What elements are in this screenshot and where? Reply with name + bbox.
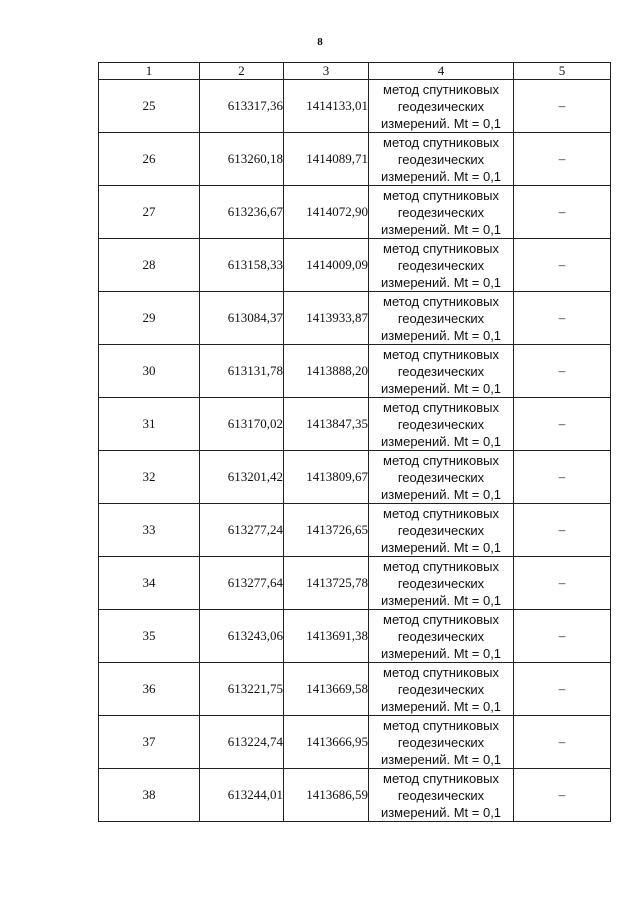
point-number-cell: 33 xyxy=(99,504,200,557)
method-cell xyxy=(369,239,514,292)
coordinate-y-cell: 1413888,20 xyxy=(284,345,369,398)
coordinate-y-cell: 1413725,78 xyxy=(284,557,369,610)
table-row xyxy=(99,80,611,133)
method-cell xyxy=(369,504,514,557)
method-line-1: метод спутниковых xyxy=(383,134,499,150)
method-cell xyxy=(369,186,514,239)
point-number-cell: 31 xyxy=(99,398,200,451)
column-header-2: 2 xyxy=(200,63,284,80)
coordinate-y-cell: 1414072,90 xyxy=(284,186,369,239)
table-row xyxy=(99,133,611,186)
point-number-cell: 38 xyxy=(99,769,200,822)
method-cell xyxy=(369,716,514,769)
method-line-1: метод спутниковых xyxy=(383,558,499,574)
coordinate-x-cell: 613243,06 xyxy=(200,610,284,663)
table-row xyxy=(99,186,611,239)
note-cell: – xyxy=(514,80,611,133)
point-number-cell: 28 xyxy=(99,239,200,292)
method-line-1: метод спутниковых xyxy=(383,664,499,680)
coordinate-x-cell: 613317,36 xyxy=(200,80,284,133)
note-cell: – xyxy=(514,239,611,292)
table-row xyxy=(99,451,611,504)
note-cell: – xyxy=(514,716,611,769)
method-line-2: геодезических xyxy=(397,151,485,167)
coordinate-y-cell: 1413666,95 xyxy=(284,716,369,769)
coordinate-x-cell: 613277,64 xyxy=(200,557,284,610)
coordinate-y-cell: 1413686,59 xyxy=(284,769,369,822)
method-line-3: измерений. Mt = 0,1 xyxy=(380,380,502,396)
note-cell: – xyxy=(514,663,611,716)
table-row xyxy=(99,716,611,769)
coordinate-x-cell: 613260,18 xyxy=(200,133,284,186)
point-number-cell: 32 xyxy=(99,451,200,504)
note-cell: – xyxy=(514,557,611,610)
coordinate-y-cell: 1413809,67 xyxy=(284,451,369,504)
method-cell xyxy=(369,610,514,663)
coordinate-y-cell: 1414089,71 xyxy=(284,133,369,186)
method-cell xyxy=(369,769,514,822)
coordinate-y-cell: 1413933,87 xyxy=(284,292,369,345)
coordinate-y-cell: 1414009,09 xyxy=(284,239,369,292)
coordinate-y-cell: 1414133,01 xyxy=(284,80,369,133)
point-number-cell: 36 xyxy=(99,663,200,716)
method-line-1: метод спутниковых xyxy=(383,81,499,97)
note-cell: – xyxy=(514,186,611,239)
coordinate-y-cell: 1413669,58 xyxy=(284,663,369,716)
method-line-3: измерений. Mt = 0,1 xyxy=(380,698,502,714)
note-cell: – xyxy=(514,451,611,504)
method-cell xyxy=(369,345,514,398)
table-row xyxy=(99,345,611,398)
method-line-1: метод спутниковых xyxy=(383,611,499,627)
method-line-3: измерений. Mt = 0,1 xyxy=(380,592,502,608)
method-line-1: метод спутниковых xyxy=(383,240,499,256)
coordinates-table xyxy=(98,62,611,822)
point-number-cell: 34 xyxy=(99,557,200,610)
method-line-3: измерений. Mt = 0,1 xyxy=(380,751,502,767)
method-cell xyxy=(369,292,514,345)
method-line-2: геодезических xyxy=(397,310,485,326)
table-row xyxy=(99,239,611,292)
table-header-row xyxy=(99,63,611,80)
method-line-1: метод спутниковых xyxy=(383,399,499,415)
note-cell: – xyxy=(514,504,611,557)
method-line-3: измерений. Mt = 0,1 xyxy=(380,274,502,290)
method-line-2: геодезических xyxy=(397,469,485,485)
coordinate-x-cell: 613158,33 xyxy=(200,239,284,292)
method-line-3: измерений. Mt = 0,1 xyxy=(380,645,502,661)
method-line-3: измерений. Mt = 0,1 xyxy=(380,539,502,555)
coordinate-x-cell: 613236,67 xyxy=(200,186,284,239)
coordinate-x-cell: 613131,78 xyxy=(200,345,284,398)
coordinate-y-cell: 1413691,38 xyxy=(284,610,369,663)
point-number-cell: 27 xyxy=(99,186,200,239)
method-cell xyxy=(369,398,514,451)
table-row xyxy=(99,398,611,451)
method-line-2: геодезических xyxy=(397,522,485,538)
method-line-3: измерений. Mt = 0,1 xyxy=(380,486,502,502)
method-line-3: измерений. Mt = 0,1 xyxy=(380,433,502,449)
method-cell xyxy=(369,451,514,504)
method-line-1: метод спутниковых xyxy=(383,770,499,786)
method-cell xyxy=(369,80,514,133)
method-line-2: геодезических xyxy=(397,628,485,644)
note-cell: – xyxy=(514,769,611,822)
table-row xyxy=(99,663,611,716)
coordinate-x-cell: 613244,01 xyxy=(200,769,284,822)
method-cell xyxy=(369,133,514,186)
coordinate-x-cell: 613224,74 xyxy=(200,716,284,769)
coordinate-x-cell: 613201,42 xyxy=(200,451,284,504)
method-line-2: геодезических xyxy=(397,416,485,432)
method-line-2: геодезических xyxy=(397,204,485,220)
method-line-3: измерений. Mt = 0,1 xyxy=(380,115,502,131)
coordinate-x-cell: 613221,75 xyxy=(200,663,284,716)
note-cell: – xyxy=(514,133,611,186)
point-number-cell: 30 xyxy=(99,345,200,398)
method-line-1: метод спутниковых xyxy=(383,717,499,733)
note-cell: – xyxy=(514,292,611,345)
method-line-3: измерений. Mt = 0,1 xyxy=(380,327,502,343)
note-cell: – xyxy=(514,610,611,663)
point-number-cell: 37 xyxy=(99,716,200,769)
coordinate-x-cell: 613170,02 xyxy=(200,398,284,451)
table-row xyxy=(99,557,611,610)
method-line-2: геодезических xyxy=(397,363,485,379)
method-line-1: метод спутниковых xyxy=(383,293,499,309)
method-line-2: геодезических xyxy=(397,787,485,803)
method-line-3: измерений. Mt = 0,1 xyxy=(380,804,502,820)
method-cell xyxy=(369,663,514,716)
method-line-1: метод спутниковых xyxy=(383,505,499,521)
method-line-3: измерений. Mt = 0,1 xyxy=(380,168,502,184)
method-line-1: метод спутниковых xyxy=(383,452,499,468)
column-header-5: 5 xyxy=(514,63,611,80)
column-header-4: 4 xyxy=(369,63,514,80)
table-row xyxy=(99,610,611,663)
coordinate-x-cell: 613277,24 xyxy=(200,504,284,557)
point-number-cell: 26 xyxy=(99,133,200,186)
point-number-cell: 29 xyxy=(99,292,200,345)
point-number-cell: 35 xyxy=(99,610,200,663)
note-cell: – xyxy=(514,398,611,451)
method-line-1: метод спутниковых xyxy=(383,346,499,362)
method-line-2: геодезических xyxy=(397,734,485,750)
method-line-3: измерений. Mt = 0,1 xyxy=(380,221,502,237)
method-line-2: геодезических xyxy=(397,575,485,591)
coordinate-x-cell: 613084,37 xyxy=(200,292,284,345)
coordinate-y-cell: 1413847,35 xyxy=(284,398,369,451)
column-header-1: 1 xyxy=(99,63,200,80)
note-cell: – xyxy=(514,345,611,398)
method-line-2: геодезических xyxy=(397,681,485,697)
page-number: 8 xyxy=(317,36,323,48)
table-row xyxy=(99,292,611,345)
table-row xyxy=(99,769,611,822)
table-row xyxy=(99,504,611,557)
column-header-3: 3 xyxy=(284,63,369,80)
method-cell xyxy=(369,557,514,610)
table-body xyxy=(99,80,611,822)
point-number-cell: 25 xyxy=(99,80,200,133)
method-line-2: геодезических xyxy=(397,98,485,114)
method-line-1: метод спутниковых xyxy=(383,187,499,203)
method-line-2: геодезических xyxy=(397,257,485,273)
coordinate-y-cell: 1413726,65 xyxy=(284,504,369,557)
